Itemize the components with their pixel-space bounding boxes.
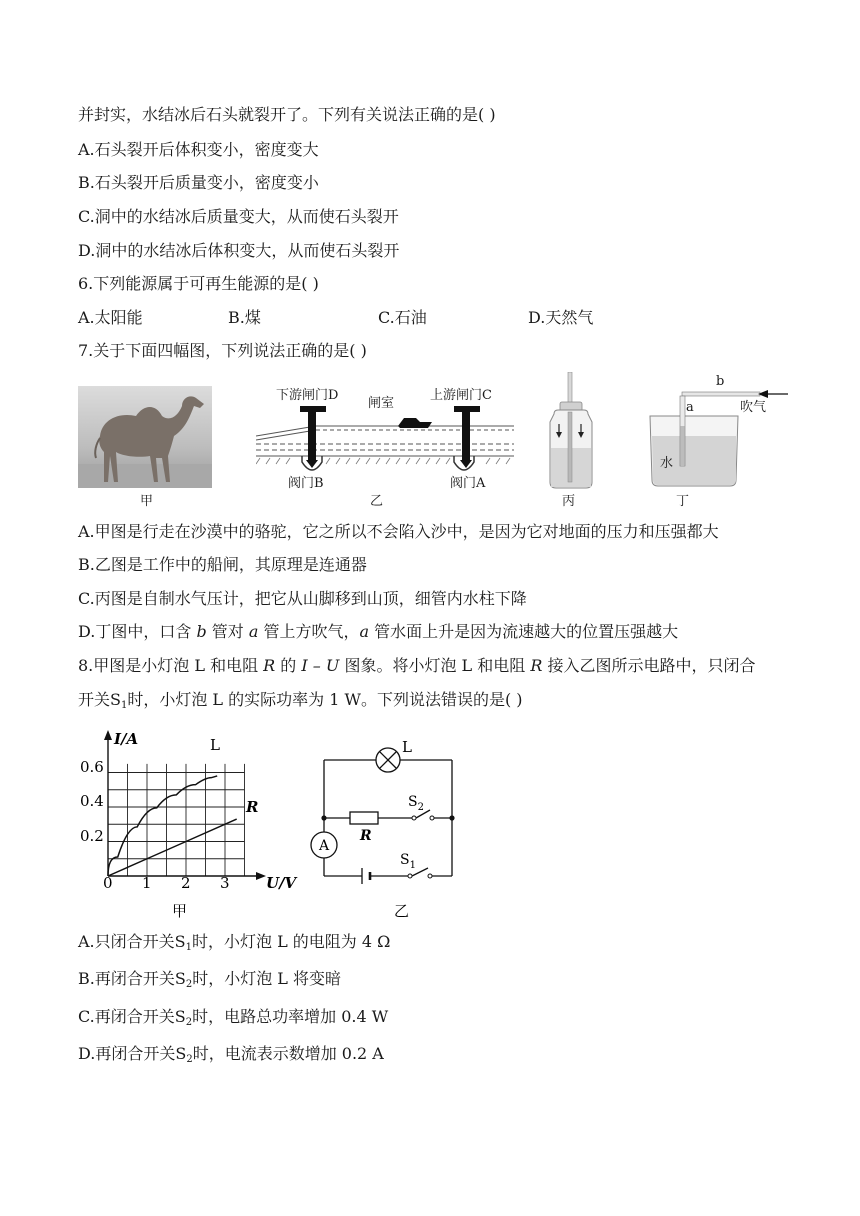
q8-stem-line2: 开关$S_1$时，小灯泡 L 的实际功率为 1 W。下列说法错误的是( ) xyxy=(78,690,523,711)
q8-stem-line1: 8.甲图是小灯泡 L 和电阻 R 的 I – U 图象。将小灯泡 L 和电阻 R 接入乙图所示电路中，只闭合 xyxy=(78,656,756,675)
q8-option-b: B.再闭合开关$S_2$时，小灯泡 L 将变暗 xyxy=(78,969,341,990)
caption-bing: 丙 xyxy=(562,494,576,509)
tick-x-1: 1 xyxy=(142,874,152,892)
tick-x-3: 3 xyxy=(220,874,230,892)
blow-label-a: a xyxy=(686,400,694,415)
graph-grid xyxy=(108,764,245,876)
lock-chamber-label: 闸室 xyxy=(368,396,395,411)
q7-stem: 7.关于下面四幅图，下列说法正确的是( ) xyxy=(78,341,367,360)
curve-label-l: L xyxy=(210,736,220,754)
blow-label-water: 水 xyxy=(660,456,674,471)
q6-option-a: A.太阳能 xyxy=(78,308,143,327)
blow-label-blow: 吹气 xyxy=(740,400,767,415)
switch2-label: $S_2$ xyxy=(408,794,424,813)
lock-valve-b-label: 阀门B xyxy=(288,476,324,491)
lamp-label: L xyxy=(402,738,412,756)
q8-option-d: D.再闭合开关$S_2$时，电流表示数增加 0.2 A xyxy=(78,1044,384,1065)
q5-option-a: A.石头裂开后体积变小，密度变大 xyxy=(78,140,319,159)
switch1-label: $S_1$ xyxy=(400,852,416,871)
caption-circuit-yi: 乙 xyxy=(394,902,410,920)
q7-option-b: B.乙图是工作中的船闸，其原理是连通器 xyxy=(78,555,367,574)
ammeter-label: A xyxy=(319,838,330,854)
iu-graph xyxy=(76,728,306,924)
caption-graph-jia: 甲 xyxy=(172,902,188,920)
circuit-diagram xyxy=(306,730,476,922)
q7-option-c: C.丙图是自制水气压计，把它从山脚移到山顶，细管内水柱下降 xyxy=(78,589,527,608)
blow-label-b: b xyxy=(716,374,725,389)
q8-option-a: A.只闭合开关$S_1$时，小灯泡 L 的电阻为 4 Ω xyxy=(78,932,391,953)
lock-downstream-gate-label: 下游闸门D xyxy=(276,388,339,403)
caption-jia: 甲 xyxy=(140,494,154,509)
tick-y-06: 0.6 xyxy=(80,758,104,776)
q8-option-c: C.再闭合开关$S_2$时，电路总功率增加 0.4 W xyxy=(78,1007,389,1028)
tick-x-2: 2 xyxy=(181,874,191,892)
barometer-bottle xyxy=(540,372,604,490)
q6-option-d: D.天然气 xyxy=(528,308,594,327)
lock-upstream-gate-label: 上游闸门C xyxy=(430,388,492,403)
camel-photo xyxy=(78,386,212,488)
caption-yi: 乙 xyxy=(370,494,384,509)
q6-stem: 6.下列能源属于可再生能源的是( ) xyxy=(78,274,319,293)
q7-option-a: A.甲图是行走在沙漠中的骆驼，它之所以不会陷入沙中，是因为它对地面的压力和压强都大 xyxy=(78,522,719,541)
q6-option-b: B.煤 xyxy=(228,308,261,327)
q6-option-c: C.石油 xyxy=(378,308,427,327)
tick-y-02: 0.2 xyxy=(80,827,104,845)
curve-label-r: R xyxy=(246,798,259,816)
resistor-symbol xyxy=(350,812,378,824)
y-axis-label: I/A xyxy=(114,730,139,748)
resistor-label: R xyxy=(360,828,372,844)
caption-ding: 丁 xyxy=(676,494,690,509)
series-line-l xyxy=(108,776,217,876)
q5-option-c: C.洞中的水结冰后质量变大，从而使石头裂开 xyxy=(78,207,399,226)
tick-x-0: 0 xyxy=(103,874,113,892)
q7-option-d: D.丁图中，口含 b 管对 a 管上方吹气，a 管水面上升是因为流速越大的位置压强越大 xyxy=(78,622,679,641)
q5-option-b: B.石头裂开后质量变小，密度变小 xyxy=(78,173,319,192)
tick-y-04: 0.4 xyxy=(80,792,104,810)
x-axis-label: U/V xyxy=(266,874,297,892)
q5-option-d: D.洞中的水结冰后体积变大，从而使石头裂开 xyxy=(78,241,400,260)
q5-stem-tail: 并封实，水结冰后石头就裂开了。下列有关说法正确的是( ) xyxy=(78,105,496,124)
blow-tube-diagram xyxy=(640,372,790,490)
lock-valve-a-label: 阀门A xyxy=(450,476,486,491)
